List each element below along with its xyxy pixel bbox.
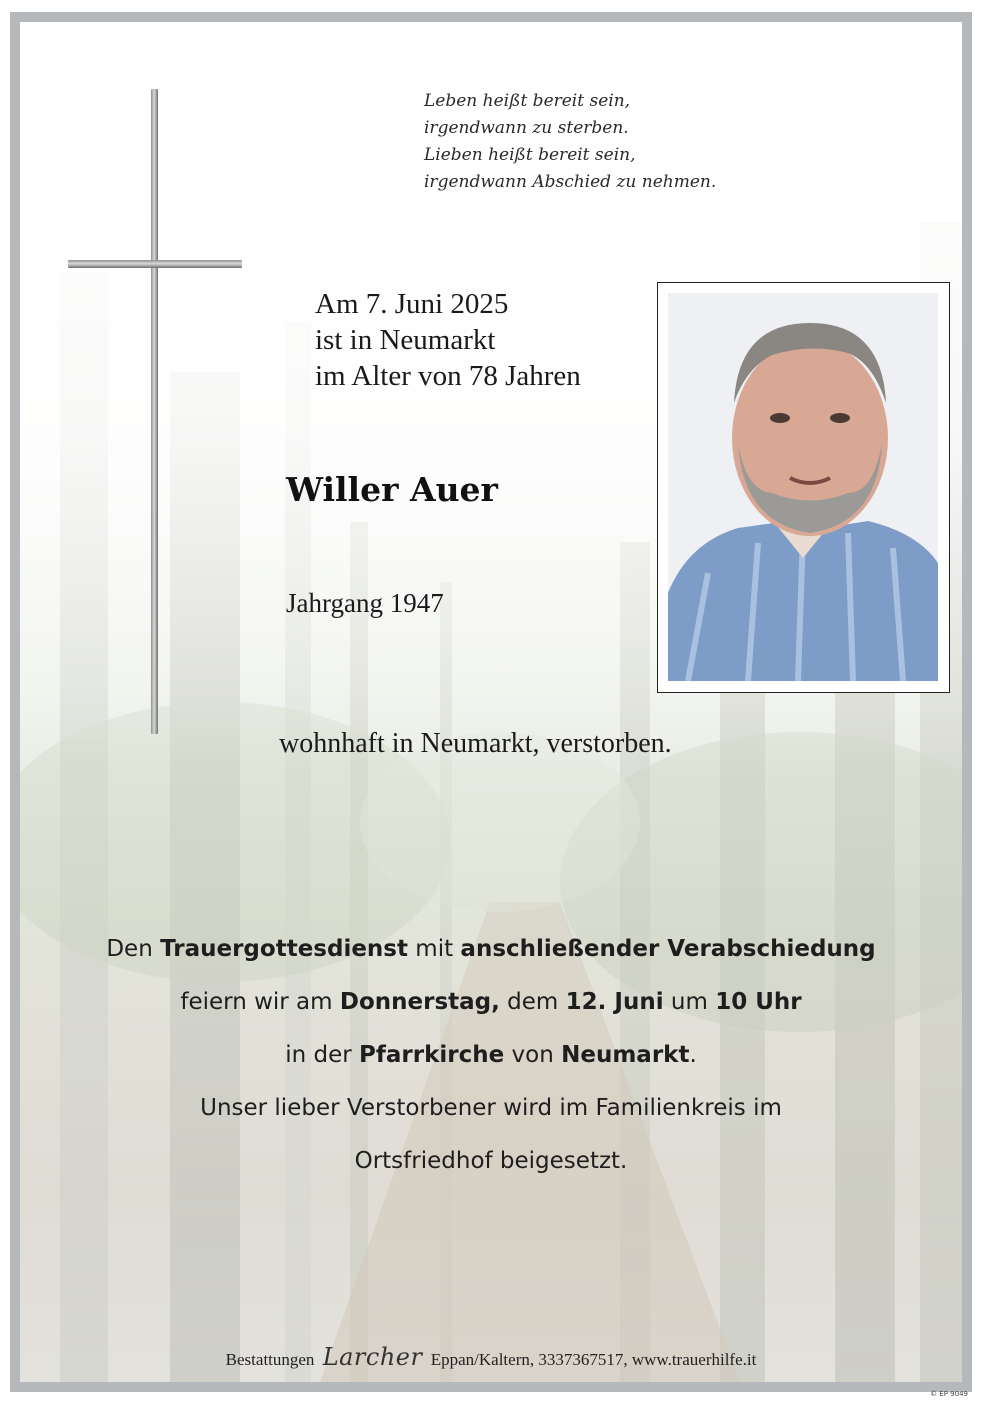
birth-year: Jahrgang 1947	[286, 588, 444, 618]
service-line-5: Ortsfriedhof beigesetzt.	[354, 1148, 628, 1174]
footer-prefix: Bestattungen	[225, 1350, 315, 1369]
death-announcement	[315, 286, 581, 394]
poem-line: Lieben heißt bereit sein,	[424, 145, 636, 165]
print-code: © EP 9049	[930, 1390, 968, 1398]
farewell-type: anschließender Verabschiedung	[460, 936, 876, 962]
service-line-3: in der Pfarrkirche von Neumarkt.	[285, 1042, 697, 1068]
service-line-1: Den Trauergottesdienst mit anschließender Verabschiedung	[106, 936, 876, 962]
funeral-home-footer	[0, 1343, 982, 1371]
portrait-photo	[668, 293, 938, 681]
service-time: 10 Uhr	[715, 989, 802, 1015]
poem	[424, 88, 784, 196]
death-date: Am 7. Juni 2025	[315, 288, 509, 320]
service-church: Pfarrkirche	[359, 1042, 505, 1068]
death-place: ist in Neumarkt	[315, 324, 496, 356]
residence-line: wohnhaft in Neumarkt, verstorben.	[279, 728, 672, 759]
footer-contact: Eppan/Kaltern, 3337367517, www.trauerhilfe.it	[430, 1350, 757, 1369]
service-date: 12. Juni	[565, 989, 664, 1015]
portrait-frame	[657, 282, 950, 693]
poem-line: irgendwann Abschied zu nehmen.	[424, 172, 717, 192]
deceased-name: Willer Auer	[286, 470, 498, 509]
service-line-2: feiern wir am Donnerstag, dem 12. Juni um 10 Uhr	[180, 989, 802, 1015]
funeral-home-logo: Larcher	[322, 1343, 423, 1371]
service-line-4: Unser lieber Verstorbener wird im Familienkreis im	[200, 1095, 782, 1121]
cross-vertical-bar	[151, 89, 158, 734]
poem-line: Leben heißt bereit sein,	[424, 91, 631, 111]
service-type: Trauergottesdienst	[160, 936, 408, 962]
poem-line: irgendwann zu sterben.	[424, 118, 629, 138]
service-weekday: Donnerstag,	[339, 989, 500, 1015]
service-town: Neumarkt	[561, 1042, 690, 1068]
age-at-death: im Alter von 78 Jahren	[315, 360, 581, 392]
cross-horizontal-bar	[68, 260, 242, 268]
funeral-service-info	[0, 923, 982, 1188]
